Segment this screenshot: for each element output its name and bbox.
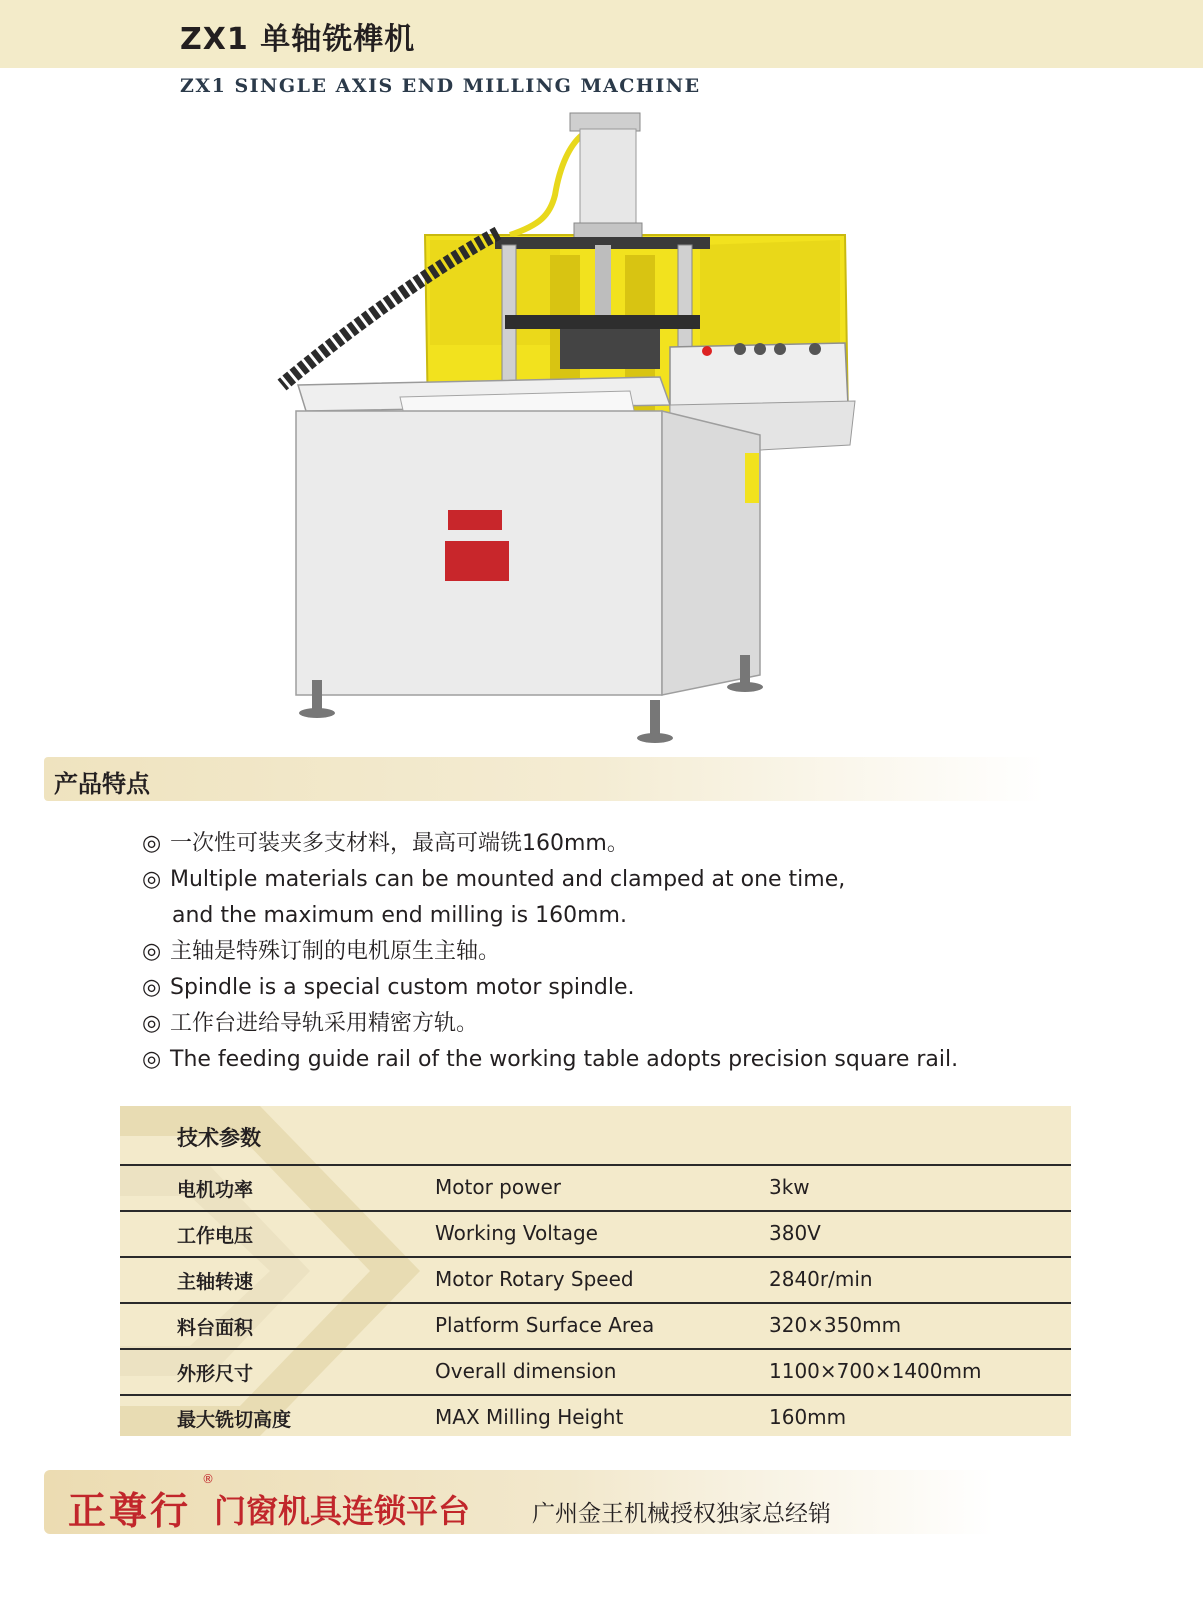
spec-name-en: Motor Rotary Speed (435, 1267, 634, 1291)
bullet-icon: ◎ (142, 975, 162, 1000)
feature-item: ◎ 工作台进给导轨采用精密方轨。 (142, 1006, 1082, 1042)
feature-list (142, 826, 1082, 1078)
spec-name-cn: 料台面积 (177, 1317, 254, 1339)
brand-slogan: 门窗机具连锁平台 (214, 1492, 471, 1530)
spec-name-en: MAX Milling Height (435, 1405, 624, 1429)
spec-value: 160mm (769, 1405, 847, 1429)
feature-item: ◎ Multiple materials can be mounted and clamped at one time, (142, 862, 1082, 898)
dealer-text: 广州金王机械授权独家总经销 (532, 1501, 831, 1527)
page-title: ZX1 单轴铣榫机 (180, 22, 416, 57)
spec-name-en: Platform Surface Area (435, 1313, 655, 1337)
spec-name-cn: 最大铣切高度 (177, 1409, 292, 1431)
table-row (120, 1210, 1071, 1256)
spec-name-cn: 工作电压 (177, 1225, 254, 1247)
spec-value: 2840r/min (769, 1267, 873, 1291)
bullet-icon: ◎ (142, 831, 162, 856)
features-heading: 产品特点 (54, 770, 150, 798)
bullet-icon: ◎ (142, 1011, 162, 1036)
brand-logo: 正尊行 (68, 1488, 192, 1533)
table-row (120, 1348, 1071, 1394)
feature-item: ◎ 主轴是特殊订制的电机原生主轴。 (142, 934, 1082, 970)
table-row (120, 1256, 1071, 1302)
bullet-icon: ◎ (142, 939, 162, 964)
bullet-icon: ◎ (142, 1047, 162, 1072)
table-row (120, 1164, 1071, 1210)
table-row (120, 1302, 1071, 1348)
spec-value: 3kw (769, 1175, 810, 1199)
table-row (120, 1394, 1071, 1436)
feature-item-continuation: and the maximum end milling is 160mm. (172, 903, 627, 928)
spec-name-en: Motor power (435, 1175, 561, 1199)
bullet-icon: ◎ (142, 867, 162, 892)
spec-name-en: Overall dimension (435, 1359, 617, 1383)
spec-value: 380V (769, 1221, 821, 1245)
footer-bar (44, 1470, 994, 1534)
feature-item: ◎ Spindle is a special custom motor spindle. (142, 970, 1082, 1006)
feature-item: ◎ 一次性可装夹多支材料，最高可端铣160mm。 (142, 826, 1082, 862)
spec-table (120, 1106, 1071, 1436)
spec-name-en: Working Voltage (435, 1221, 598, 1245)
machine-photo (270, 105, 880, 755)
features-heading-bar (44, 757, 1044, 801)
page-subtitle: ZX1 SINGLE AXIS END MILLING MACHINE (180, 75, 701, 97)
spec-name-cn: 外形尺寸 (177, 1363, 254, 1385)
spec-name-cn: 电机功率 (177, 1179, 254, 1201)
spec-value: 1100×700×1400mm (769, 1359, 982, 1383)
spec-heading: 技术参数 (177, 1126, 261, 1150)
feature-item: ◎ The feeding guide rail of the working table adopts precision square rail. (142, 1042, 1082, 1078)
spec-name-cn: 主轴转速 (177, 1271, 254, 1293)
spec-value: 320×350mm (769, 1313, 902, 1337)
registered-mark: ® (202, 1472, 214, 1486)
